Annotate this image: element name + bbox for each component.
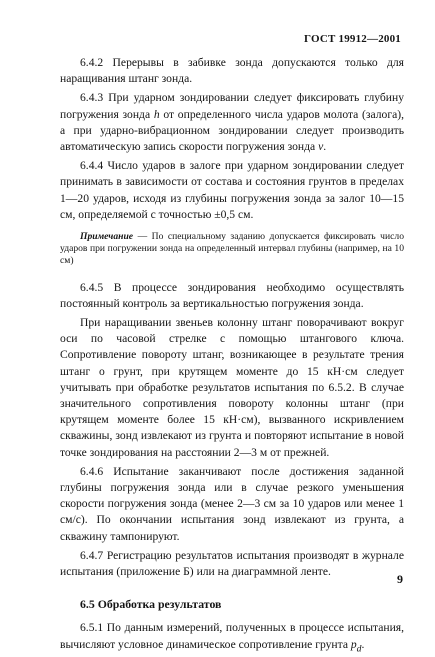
variable-p: p <box>350 637 357 651</box>
paragraph-6-4-4: 6.4.4 Число ударов в залоге при ударном зондировании следует принимать в зависимости от состава и состояния грунтов в пределах 1—20 ударов, исходя из глубины погружения зонда за залог 10—15 см, определяемой с точностью ±0,5 см. <box>60 159 404 221</box>
variable-v: v <box>318 140 324 154</box>
subscript-d: d <box>356 642 362 654</box>
note-text: — По специальному заданию допускается фиксировать число ударов при погружении зонда на определенный интервал глубины (например, на 10 см) <box>60 231 404 267</box>
document-code-header: ГОСТ 19912—2001 <box>304 33 401 45</box>
paragraph-6-4-6: 6.4.6 Испытание заканчивают после достижения заданной глубины погружения зонда или в случае резкого уменьшения скорости погружения зонда (менее 2—3 см за 10 ударов или менее 1 см/с). По окончании испытания зонд извлекают из грунта, а скважину тампонируют. <box>60 464 404 543</box>
note <box>60 231 404 268</box>
paragraph-6-4-3: 6.4.3 При ударном зондировании следует фиксировать глубину погружения зонда h от определенного числа ударов молота (залога), а при ударно-вибрационном зондировании следует производить автоматическую запись скорости погружения зонда v. <box>60 91 404 154</box>
document-body <box>60 55 404 657</box>
paragraph-6-4-5: 6.4.5 В процессе зондирования необходимо осуществлять постоянный контроль за вертикальностью погружения зонда. <box>60 280 404 310</box>
page-number: 9 <box>397 572 403 586</box>
paragraph-6-5-1: 6.5.1 По данным измерений, полученных в процессе испытания, вычисляют условное динамическое сопротивление грунта $p_d$. <box>60 621 404 654</box>
section-heading: 6.5 Обработка результатов <box>80 597 222 612</box>
variable-h: h <box>153 107 160 121</box>
paragraph-6-4-2: 6.4.2 Перерывы в забивке зонда допускаются только для наращивания штанг зонда. <box>60 56 404 86</box>
paragraph-rods: При наращивании звеньев колонну штанг поворачивают вокруг оси по часовой стрелке с помощью штангового ключа. Сопротивление повороту штанг, возникающее в результате трения штанг о грунт, при крутящем моменте до 15 кН·см следует учитывать при обработке результатов испытания по 6.5.2. В случае значительного сопротивления повороту колонны штанг (при крутящем моменте более 15 кН·см), вызванного искривлением скважины, зонд извлекают из грунта и повторяют испытание в новой точке зондирования на расстоянии 2—3 м от прежней. <box>60 316 404 459</box>
paragraph-6-4-7: 6.4.7 Регистрацию результатов испытания производят в журнале испытания (приложение Б) или на диаграммной ленте. <box>60 548 404 579</box>
note-label: Примечание <box>80 231 134 243</box>
